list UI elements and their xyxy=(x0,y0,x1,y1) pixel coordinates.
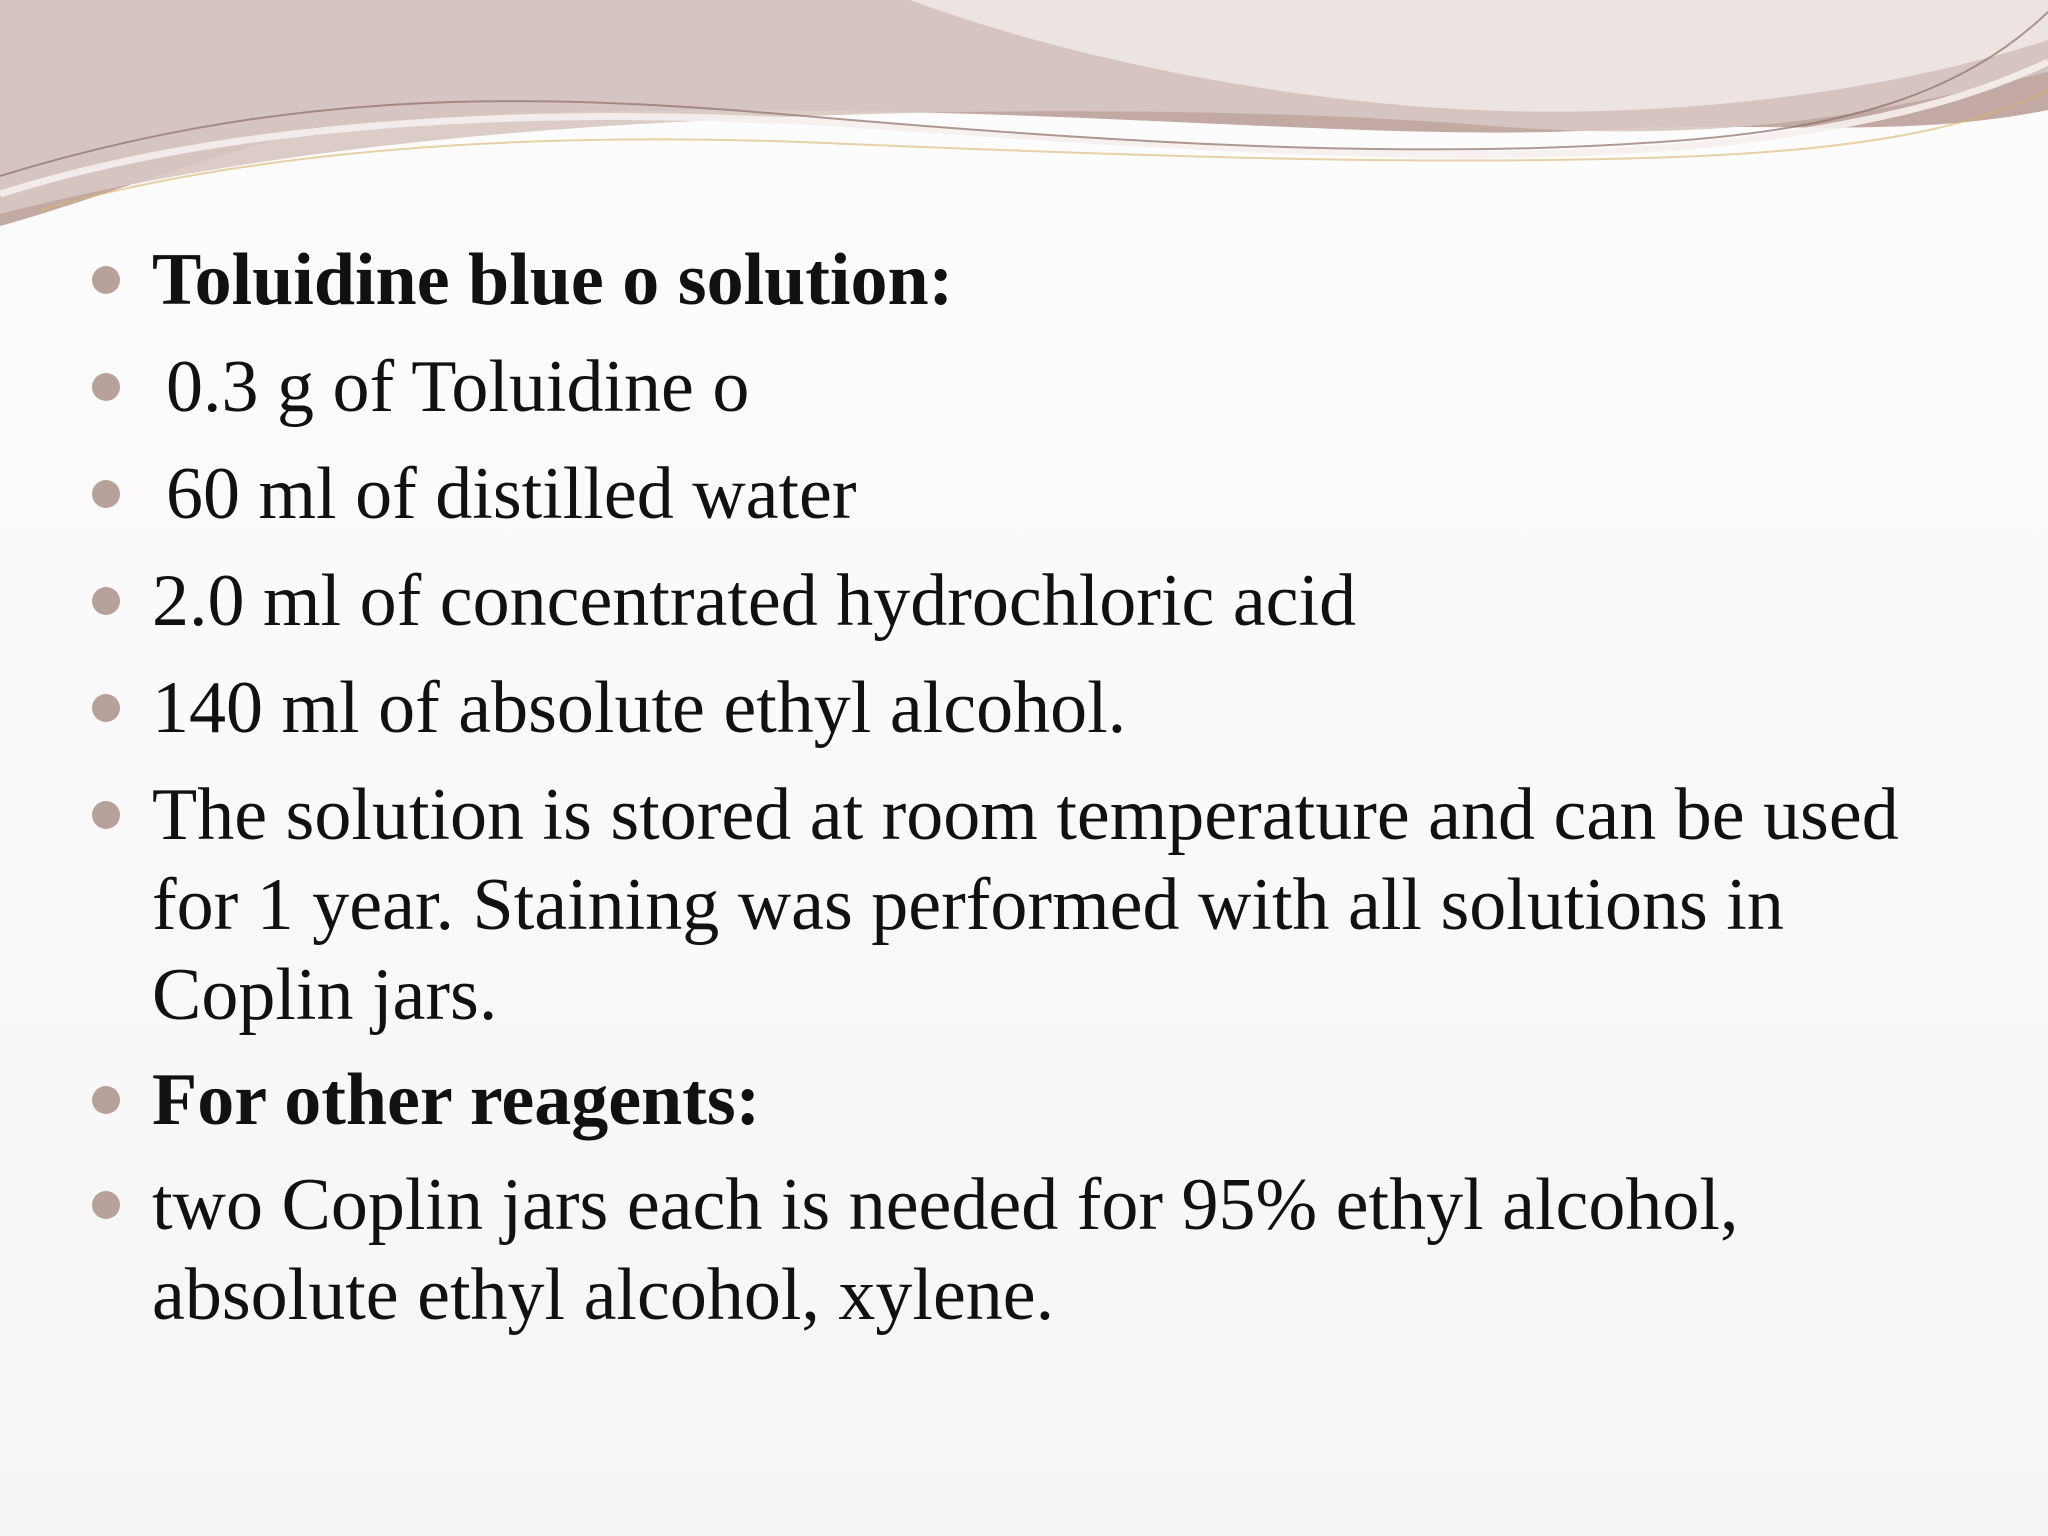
bullet-item xyxy=(92,235,1992,325)
bullet-item xyxy=(92,556,1992,646)
bullet-dot-icon xyxy=(92,266,120,294)
bullet-dot-icon xyxy=(92,587,120,615)
bullet-item xyxy=(92,663,1992,753)
bullet-text: For other reagents: xyxy=(152,1059,761,1141)
bullet-dot-icon xyxy=(92,373,120,401)
bullet-dot-icon xyxy=(92,1086,120,1114)
bullet-dot-icon xyxy=(92,1191,120,1219)
bullet-item xyxy=(92,1160,1932,1340)
bullet-text: Toluidine blue o solution: xyxy=(152,239,954,321)
bullet-item xyxy=(92,342,1992,432)
bullet-text: The solution is stored at room temperature and can be used for 1 year. Staining was performed with all solutions in Coplin jars. xyxy=(152,774,1918,1036)
bullet-item xyxy=(92,770,1932,1040)
bullet-dot-icon xyxy=(92,480,120,508)
bullet-dot-icon xyxy=(92,694,120,722)
bullet-text: 60 ml of distilled water xyxy=(166,453,857,535)
bullet-text: 0.3 g of Toluidine o xyxy=(166,346,750,428)
bullet-dot-icon xyxy=(92,801,120,829)
bullet-text: two Coplin jars each is needed for 95% ethyl alcohol, absolute ethyl alcohol, xylene. xyxy=(152,1164,1757,1336)
bullet-item xyxy=(92,449,1992,539)
bullet-item xyxy=(92,1055,1992,1145)
bullet-text: 140 ml of absolute ethyl alcohol. xyxy=(152,667,1127,749)
bullet-text: 2.0 ml of concentrated hydrochloric acid xyxy=(152,560,1357,642)
